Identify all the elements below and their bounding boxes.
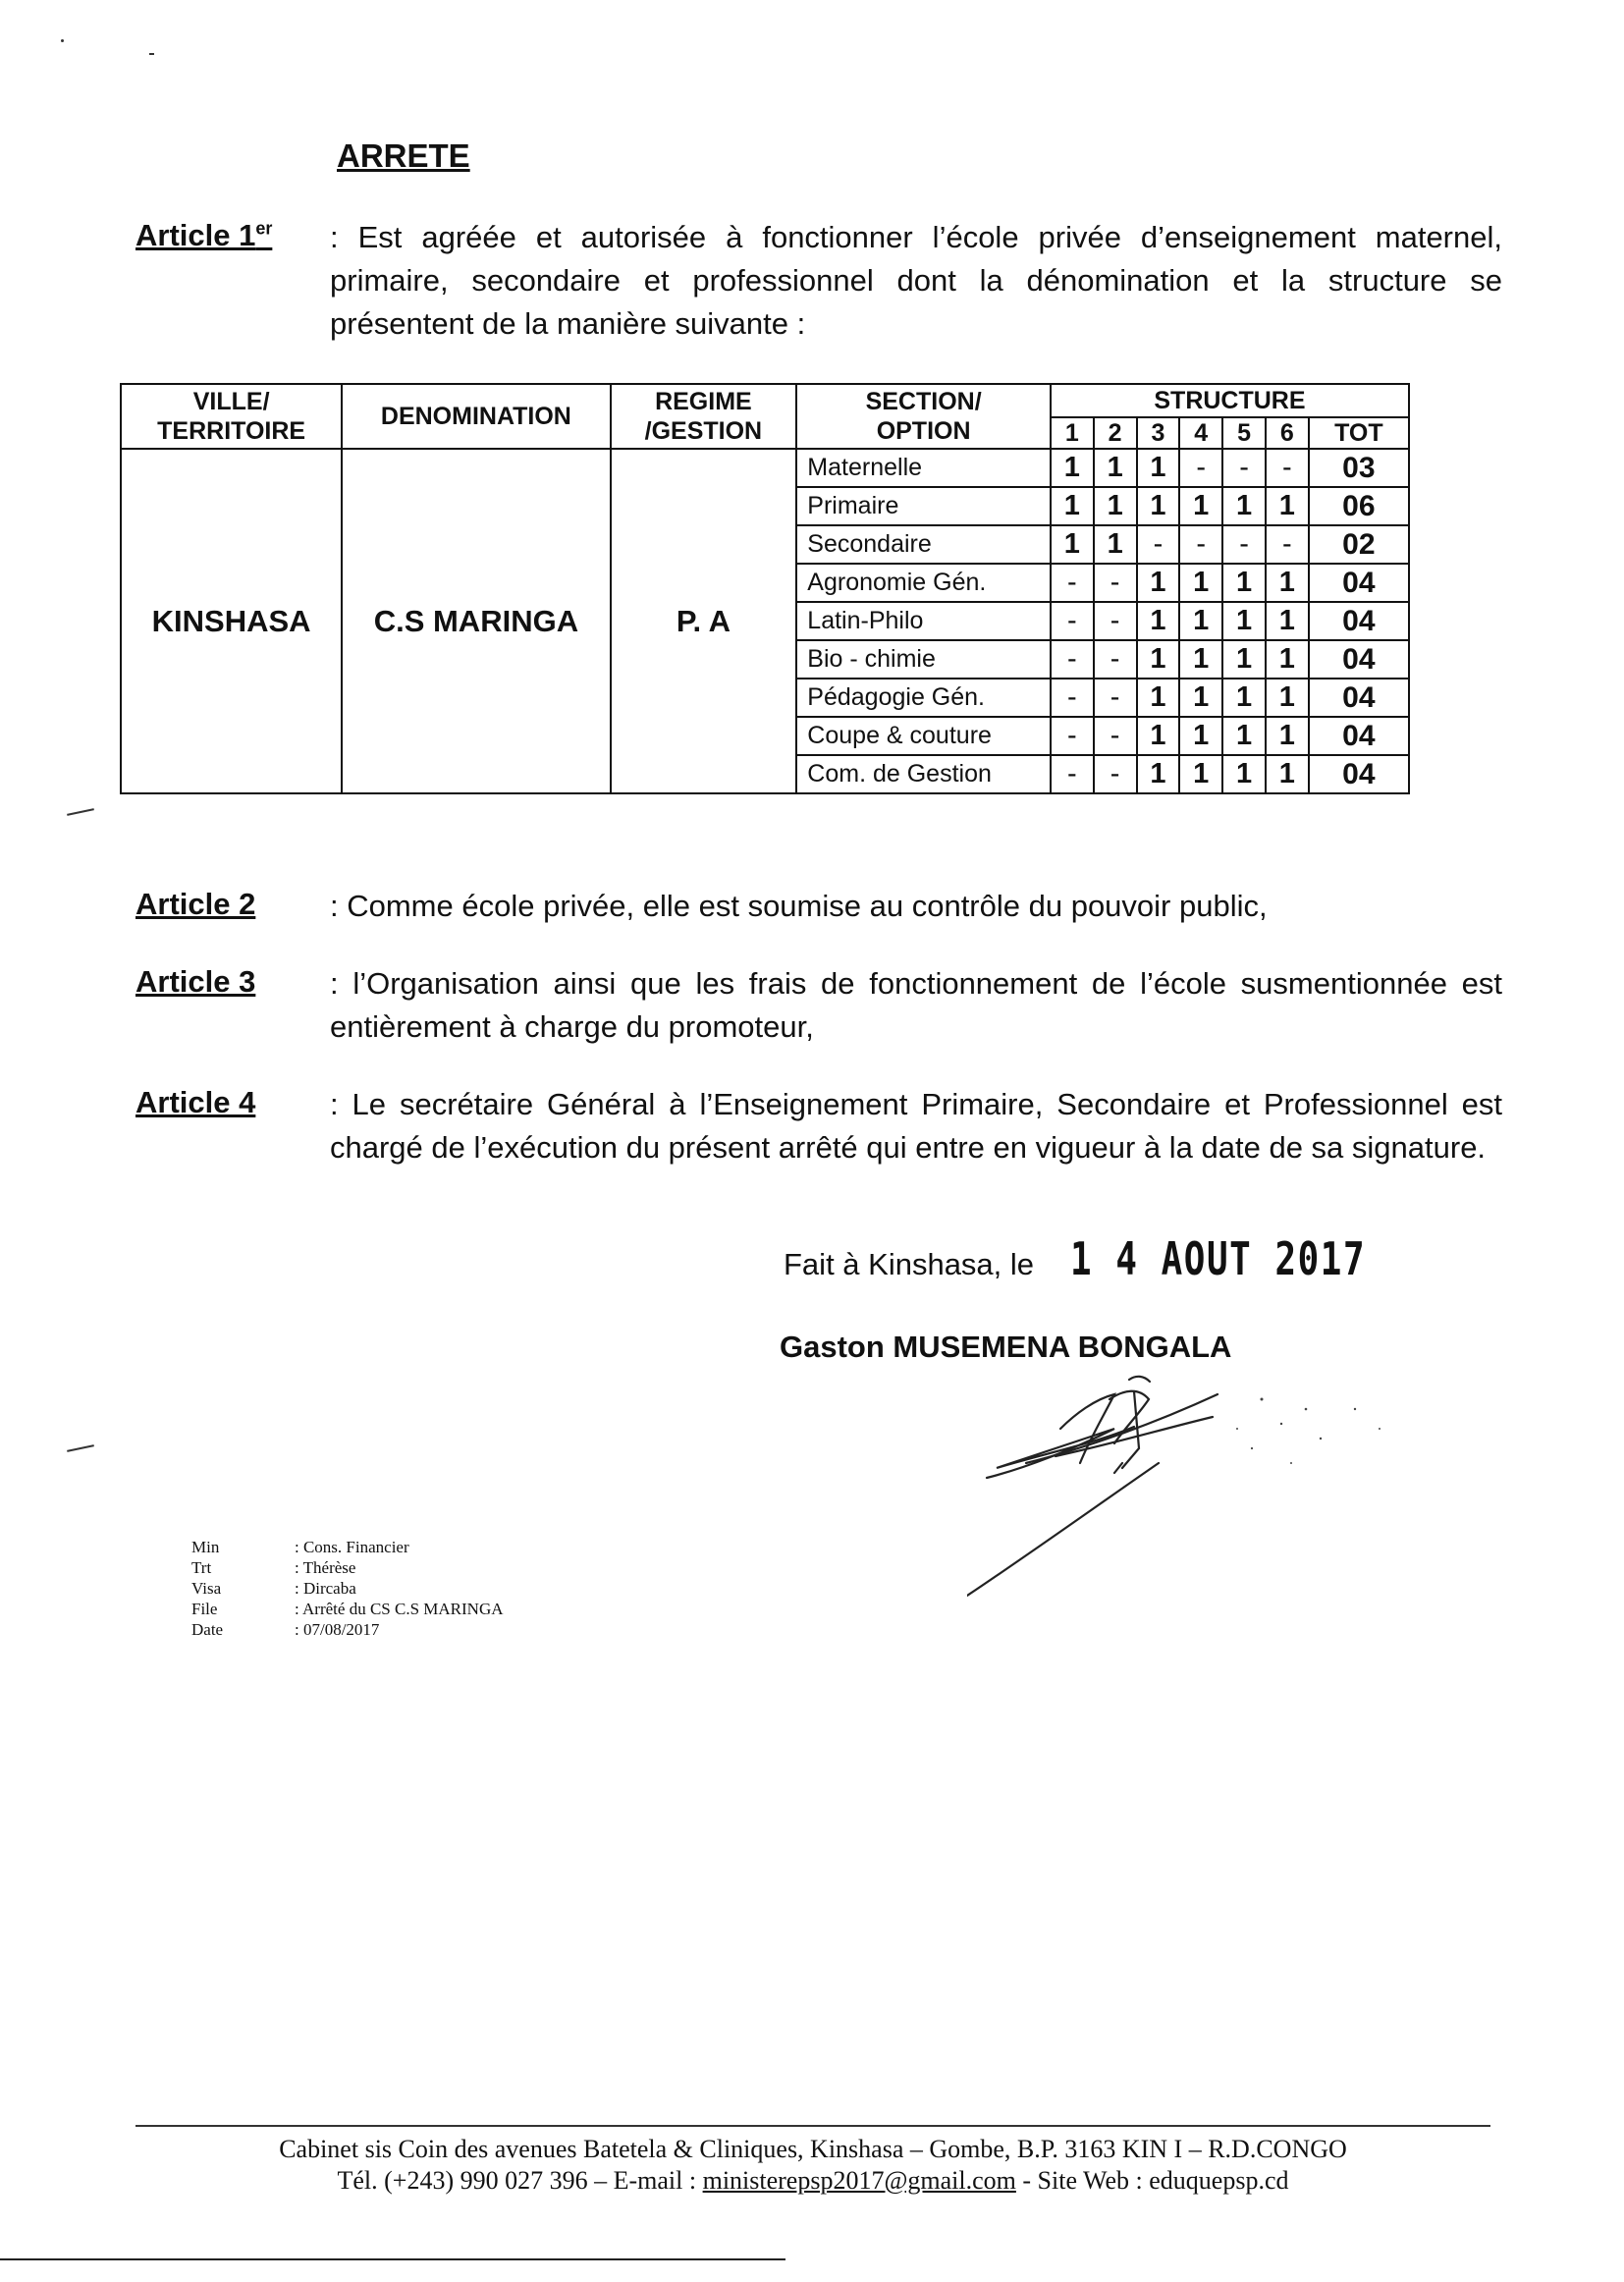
structure-cell: -	[1051, 640, 1094, 679]
total-cell: 06	[1309, 487, 1409, 525]
footer-contact: Tél. (+243) 990 027 396 – E-mail : ministerepsp2017@gmail.com - Site Web : eduquepsp.cd	[337, 2166, 1289, 2195]
structure-cell: 1	[1266, 640, 1309, 679]
article-3-text: : l’Organisation ainsi que les frais de fonctionnement de l’école susmentionnée est entièrement à charge du promoteur,	[330, 966, 1502, 1044]
option-cell: Primaire	[796, 487, 1051, 525]
header-col-tot: TOT	[1309, 417, 1409, 449]
structure-cell: 1	[1222, 755, 1266, 793]
page-heading: ARRETE	[337, 137, 470, 174]
meta-row	[191, 1557, 504, 1578]
article-3-label: Article 3	[135, 964, 256, 999]
header-col-1: 1	[1051, 417, 1094, 449]
article-1-label: Article 1er	[135, 218, 273, 252]
structure-cell: 1	[1222, 717, 1266, 755]
article-2-label: Article 2	[135, 887, 256, 921]
structure-cell: -	[1094, 564, 1137, 602]
denomination-cell: C.S MARINGA	[342, 449, 610, 793]
structure-cell: -	[1266, 525, 1309, 564]
option-cell: Latin-Philo	[796, 602, 1051, 640]
footer-divider	[135, 2125, 1490, 2127]
structure-cell: 1	[1222, 602, 1266, 640]
meta-row	[191, 1537, 504, 1557]
header-ville: VILLE/ TERRITOIRE	[121, 384, 342, 449]
meta-key: Trt	[191, 1558, 212, 1577]
structure-cell: 1	[1179, 755, 1222, 793]
structure-cell: 1	[1222, 640, 1266, 679]
header-regime: REGIME /GESTION	[611, 384, 797, 449]
structure-cell: 1	[1179, 602, 1222, 640]
structure-cell: -	[1266, 449, 1309, 487]
scan-speck	[61, 39, 64, 42]
total-cell: 04	[1309, 564, 1409, 602]
place-date-label: Fait à Kinshasa, le	[784, 1247, 1035, 1281]
structure-cell: 1	[1137, 679, 1180, 717]
structure-cell: 1	[1094, 487, 1137, 525]
header-denomination: DENOMINATION	[342, 384, 610, 449]
header-col-5: 5	[1222, 417, 1266, 449]
signer-name: Gaston MUSEMENA BONGALA	[780, 1330, 1232, 1364]
total-cell: 04	[1309, 640, 1409, 679]
meta-value: : Cons. Financier	[295, 1538, 409, 1556]
regime-cell: P. A	[611, 449, 797, 793]
structure-cell: -	[1094, 755, 1137, 793]
structure-cell: 1	[1137, 755, 1180, 793]
structure-cell: -	[1051, 679, 1094, 717]
structure-cell: -	[1137, 525, 1180, 564]
structure-cell: -	[1222, 449, 1266, 487]
structure-cell: 1	[1266, 717, 1309, 755]
meta-value: : 07/08/2017	[295, 1620, 380, 1639]
structure-cell: 1	[1094, 525, 1137, 564]
total-cell: 04	[1309, 717, 1409, 755]
meta-row	[191, 1619, 504, 1640]
total-cell: 04	[1309, 755, 1409, 793]
structure-cell: 1	[1222, 679, 1266, 717]
option-cell: Agronomie Gén.	[796, 564, 1051, 602]
structure-cell: 1	[1222, 487, 1266, 525]
header-col-2: 2	[1094, 417, 1137, 449]
header-section: SECTION/ OPTION	[796, 384, 1051, 449]
structure-cell: 1	[1179, 564, 1222, 602]
header-structure: STRUCTURE	[1051, 384, 1409, 417]
header-col-4: 4	[1179, 417, 1222, 449]
structure-cell: 1	[1266, 679, 1309, 717]
structure-table	[120, 383, 1410, 794]
structure-cell: -	[1094, 602, 1137, 640]
option-cell: Secondaire	[796, 525, 1051, 564]
structure-cell: 1	[1051, 525, 1094, 564]
structure-cell: 1	[1179, 487, 1222, 525]
total-cell: 03	[1309, 449, 1409, 487]
article-4-label: Article 4	[135, 1085, 256, 1119]
scan-speck	[149, 53, 154, 55]
structure-cell: 1	[1137, 487, 1180, 525]
structure-cell: 1	[1179, 640, 1222, 679]
structure-cell: -	[1051, 717, 1094, 755]
option-cell: Bio - chimie	[796, 640, 1051, 679]
total-cell: 04	[1309, 679, 1409, 717]
meta-value: : Dircaba	[295, 1579, 356, 1598]
structure-cell: 1	[1179, 717, 1222, 755]
structure-cell: -	[1094, 717, 1137, 755]
header-col-6: 6	[1266, 417, 1309, 449]
structure-cell: 1	[1137, 564, 1180, 602]
structure-cell: 1	[1137, 602, 1180, 640]
total-cell: 02	[1309, 525, 1409, 564]
document-meta	[191, 1537, 504, 1640]
total-cell: 04	[1309, 602, 1409, 640]
header-col-3: 3	[1137, 417, 1180, 449]
meta-key: File	[191, 1600, 218, 1618]
structure-cell: -	[1051, 564, 1094, 602]
structure-cell: 1	[1179, 679, 1222, 717]
meta-key: Visa	[191, 1579, 222, 1598]
bottom-edge-line	[0, 2258, 785, 2260]
structure-cell: -	[1179, 525, 1222, 564]
structure-cell: -	[1222, 525, 1266, 564]
option-cell: Coupe & couture	[796, 717, 1051, 755]
structure-cell: -	[1179, 449, 1222, 487]
footer-email-link[interactable]: ministerepsp2017@gmail.com	[702, 2166, 1016, 2195]
structure-cell: 1	[1051, 449, 1094, 487]
meta-key: Date	[191, 1620, 224, 1639]
structure-cell: -	[1051, 755, 1094, 793]
structure-cell: 1	[1137, 449, 1180, 487]
structure-cell: 1	[1094, 449, 1137, 487]
meta-key: Min	[191, 1538, 220, 1556]
article-1-ordinal: er	[255, 218, 273, 239]
option-cell: Maternelle	[796, 449, 1051, 487]
handwritten-signature	[967, 1370, 1419, 1605]
scan-speck	[67, 1444, 94, 1452]
structure-cell: 1	[1137, 717, 1180, 755]
footer-address: Cabinet sis Coin des avenues Batetela & Cliniques, Kinshasa – Gombe, B.P. 3163 KIN I – R.D.CONGO	[279, 2135, 1347, 2163]
structure-cell: 1	[1051, 487, 1094, 525]
article-4-text: : Le secrétaire Général à l’Enseignement Primaire, Secondaire et Professionnel est chargé de l’exécution du présent arrêté qui entre en vigueur à la date de sa signature.	[330, 1087, 1502, 1165]
structure-cell: -	[1094, 640, 1137, 679]
structure-cell: 1	[1266, 602, 1309, 640]
structure-cell: 1	[1266, 564, 1309, 602]
meta-value: : Arrêté du CS C.S MARINGA	[295, 1600, 504, 1618]
ville-cell: KINSHASA	[121, 449, 342, 793]
structure-cell: 1	[1137, 640, 1180, 679]
article-2-text: : Comme école privée, elle est soumise au contrôle du pouvoir public,	[330, 889, 1268, 923]
option-cell: Com. de Gestion	[796, 755, 1051, 793]
option-cell: Pédagogie Gén.	[796, 679, 1051, 717]
structure-cell: 1	[1266, 487, 1309, 525]
table-row	[121, 449, 1409, 487]
structure-cell: 1	[1266, 755, 1309, 793]
scan-speck	[67, 808, 94, 816]
meta-row	[191, 1599, 504, 1619]
structure-cell: -	[1094, 679, 1137, 717]
meta-row	[191, 1578, 504, 1599]
structure-cell: -	[1051, 602, 1094, 640]
structure-cell: 1	[1222, 564, 1266, 602]
meta-value: : Thérèse	[295, 1558, 356, 1577]
article-1-text: : Est agréée et autorisée à fonctionner l’école privée d’enseignement maternel, primaire, secondaire et professionnel dont la dénomination et la structure se présentent de la manière suivante :	[330, 220, 1502, 341]
handwritten-date: 1 4 AOUT 2017	[1070, 1232, 1367, 1285]
